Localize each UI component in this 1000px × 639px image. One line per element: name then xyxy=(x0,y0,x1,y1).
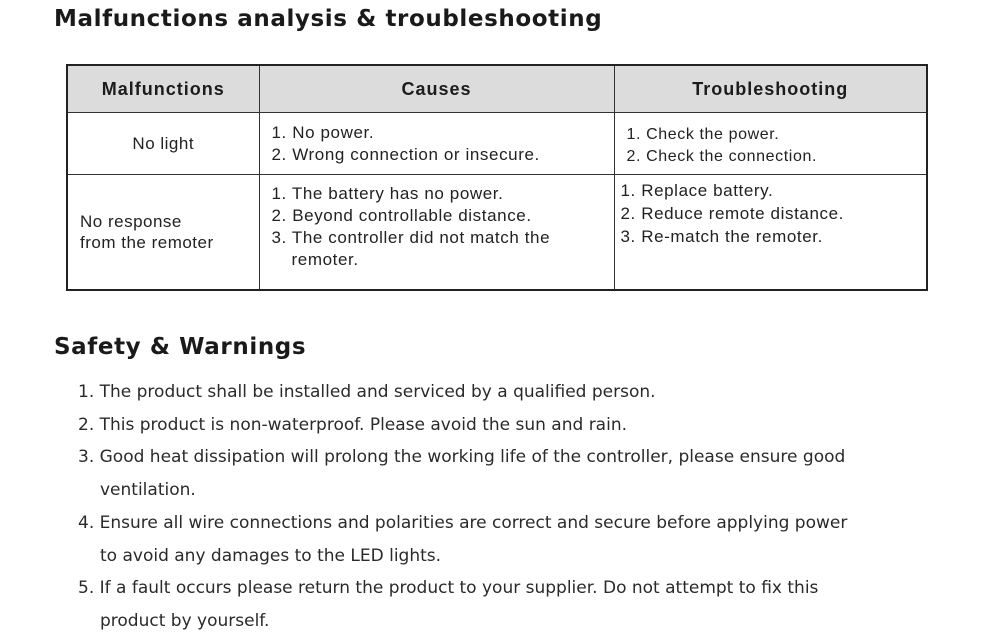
malfunction-cell xyxy=(67,175,259,291)
list-item: 1. The battery has no power. xyxy=(271,184,504,203)
table-row xyxy=(67,113,927,175)
list-item: 2. Beyond controllable distance. xyxy=(271,206,532,225)
column-header-causes: Causes xyxy=(259,65,614,113)
table-header-row xyxy=(67,65,927,113)
troubleshooting-cell xyxy=(614,175,927,291)
list-item: 2. Check the connection. xyxy=(626,147,818,165)
malfunction-line: from the remoter xyxy=(80,233,214,252)
list-item xyxy=(78,572,958,637)
list-item-line: 3. The controller did not match the xyxy=(271,228,551,247)
list-item-line: 3. Good heat dissipation will prolong the working life of the controller, please ensure good xyxy=(78,447,846,468)
column-header-troubleshooting: Troubleshooting xyxy=(614,65,927,113)
list-item xyxy=(78,441,958,506)
list-item-line: 5. If a fault occurs please return the product to your supplier. Do not attempt to fix this xyxy=(78,578,819,599)
causes-cell xyxy=(259,175,614,291)
list-item: 2. Reduce remote distance. xyxy=(620,204,844,223)
list-item xyxy=(78,376,958,409)
malfunction-line: No response xyxy=(80,212,182,231)
list-item-continuation: product by yourself. xyxy=(100,610,270,631)
list-item-line: 2. This product is non-waterproof. Please avoid the sun and rain. xyxy=(78,414,627,435)
list-item-continuation: remoter. xyxy=(291,250,359,269)
list-item: 1. No power. xyxy=(271,122,375,142)
safety-warnings-list xyxy=(78,376,958,638)
causes-list xyxy=(260,183,614,271)
table-row xyxy=(67,175,927,291)
column-header-malfunctions: Malfunctions xyxy=(67,65,259,113)
troubleshooting-list xyxy=(615,179,927,248)
list-item xyxy=(78,507,958,572)
causes-list xyxy=(260,122,614,166)
list-item xyxy=(78,409,958,442)
troubleshooting-table xyxy=(66,64,928,291)
list-item-continuation: to avoid any damages to the LED lights. xyxy=(100,545,442,566)
malfunctions-section-title: Malfunctions analysis & troubleshooting xyxy=(54,6,603,32)
list-item: 3. Re-match the remoter. xyxy=(620,227,823,246)
list-item: 1. Check the power. xyxy=(626,125,780,143)
list-item-continuation: ventilation. xyxy=(100,480,196,501)
causes-cell xyxy=(259,113,614,175)
list-item: 2. Wrong connection or insecure. xyxy=(271,144,540,164)
troubleshooting-list xyxy=(615,120,927,168)
safety-section-title: Safety & Warnings xyxy=(54,334,307,360)
troubleshooting-cell xyxy=(614,113,927,175)
malfunction-cell: No light xyxy=(67,113,259,175)
list-item xyxy=(272,227,614,271)
list-item-line: 4. Ensure all wire connections and polarities are correct and secure before applying power xyxy=(78,512,848,533)
list-item-line: 1. The product shall be installed and serviced by a qualified person. xyxy=(78,382,656,402)
list-item: 1. Replace battery. xyxy=(620,181,774,200)
